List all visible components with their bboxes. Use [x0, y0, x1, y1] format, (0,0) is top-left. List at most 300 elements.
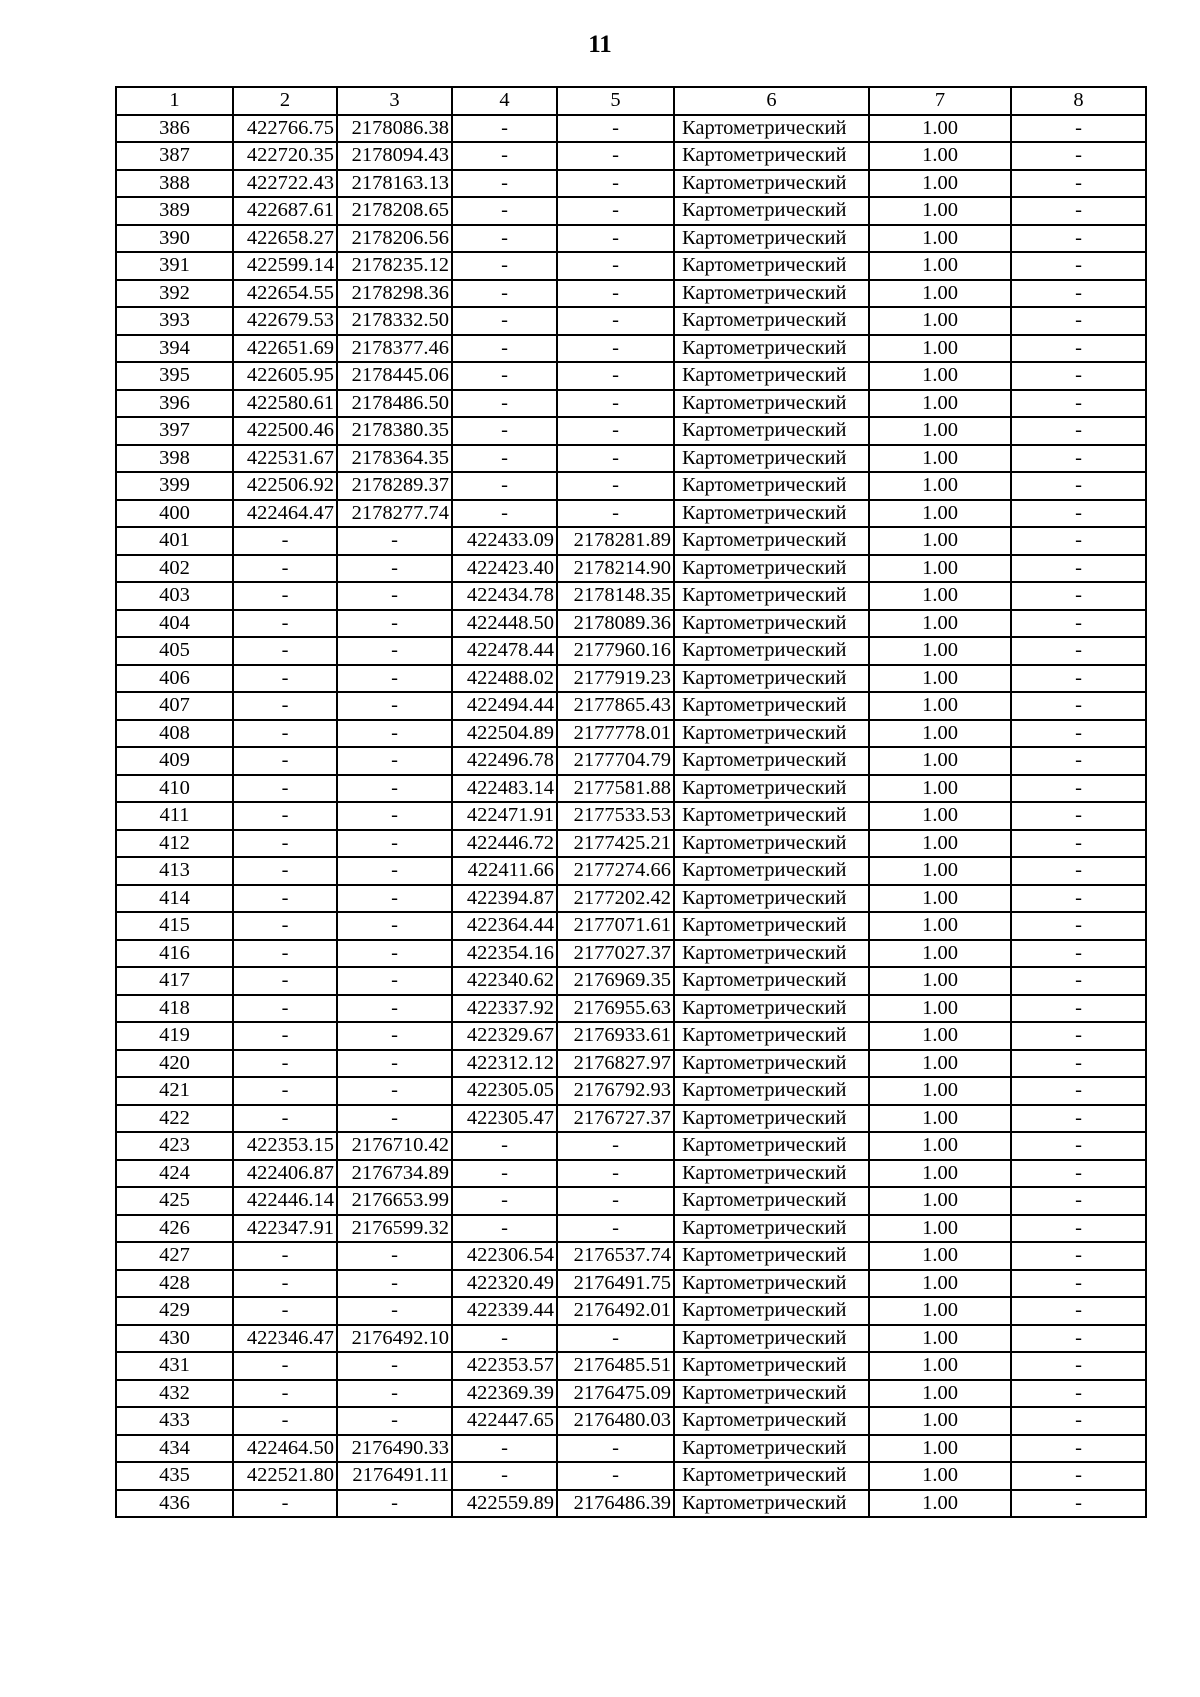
table-cell-col-8: -: [1011, 252, 1146, 280]
table-cell-col-7: 1.00: [869, 1215, 1011, 1243]
table-row: [116, 1242, 1146, 1270]
table-cell-col-3: -: [337, 665, 452, 693]
table-cell-col-1: 394: [116, 335, 233, 363]
table-cell-col-4: -: [452, 1325, 557, 1353]
table-cell-col-4: 422496.78: [452, 747, 557, 775]
table-cell-col-6: Картометрический: [674, 225, 869, 253]
table-cell-col-1: 426: [116, 1215, 233, 1243]
table-cell-col-4: 422305.47: [452, 1105, 557, 1133]
table-row: [116, 747, 1146, 775]
table-cell-col-8: -: [1011, 775, 1146, 803]
table-cell-col-2: 422464.50: [233, 1435, 337, 1463]
table-cell-col-7: 1.00: [869, 967, 1011, 995]
table-cell-col-4: 422312.12: [452, 1050, 557, 1078]
table-cell-col-1: 424: [116, 1160, 233, 1188]
table-cell-col-1: 395: [116, 362, 233, 390]
table-cell-col-6: Картометрический: [674, 582, 869, 610]
table-cell-col-1: 387: [116, 142, 233, 170]
table-cell-col-4: 422448.50: [452, 610, 557, 638]
table-cell-col-6: Картометрический: [674, 830, 869, 858]
table-cell-col-8: -: [1011, 582, 1146, 610]
table-cell-col-2: 422599.14: [233, 252, 337, 280]
table-row: [116, 280, 1146, 308]
table-cell-col-3: -: [337, 1270, 452, 1298]
table-row: [116, 995, 1146, 1023]
table-cell-col-4: -: [452, 500, 557, 528]
table-cell-col-2: -: [233, 1105, 337, 1133]
table-cell-col-3: 2178277.74: [337, 500, 452, 528]
table-cell-col-3: 2178298.36: [337, 280, 452, 308]
table-row: [116, 142, 1146, 170]
table-cell-col-5: 2177919.23: [557, 665, 674, 693]
table-cell-col-8: -: [1011, 610, 1146, 638]
table-row: [116, 775, 1146, 803]
table-cell-col-6: Картометрический: [674, 197, 869, 225]
table-cell-col-6: Картометрический: [674, 775, 869, 803]
table-cell-col-5: -: [557, 1325, 674, 1353]
table-cell-col-2: -: [233, 775, 337, 803]
table-cell-col-6: Картометрический: [674, 747, 869, 775]
table-cell-col-8: -: [1011, 1160, 1146, 1188]
table-cell-col-5: -: [557, 1160, 674, 1188]
table-cell-col-6: Картометрический: [674, 1160, 869, 1188]
table-row: [116, 555, 1146, 583]
table-cell-col-2: -: [233, 582, 337, 610]
table-cell-col-5: 2176969.35: [557, 967, 674, 995]
table-cell-col-5: 2177027.37: [557, 940, 674, 968]
table-cell-col-1: 417: [116, 967, 233, 995]
table-cell-col-6: Картометрический: [674, 885, 869, 913]
table-cell-col-5: -: [557, 362, 674, 390]
table-cell-col-7: 1.00: [869, 280, 1011, 308]
table-cell-col-4: -: [452, 225, 557, 253]
table-cell-col-6: Картометрический: [674, 527, 869, 555]
table-row: [116, 1462, 1146, 1490]
table-cell-col-2: -: [233, 665, 337, 693]
coordinates-table: [115, 86, 1147, 1518]
column-header-7: 7: [869, 87, 1011, 115]
table-cell-col-7: 1.00: [869, 912, 1011, 940]
table-cell-col-7: 1.00: [869, 857, 1011, 885]
table-cell-col-6: Картометрический: [674, 912, 869, 940]
table-cell-col-6: Картометрический: [674, 940, 869, 968]
table-body: [116, 87, 1146, 1517]
table-cell-col-1: 391: [116, 252, 233, 280]
table-cell-col-2: -: [233, 610, 337, 638]
table-row: [116, 225, 1146, 253]
table-cell-col-8: -: [1011, 280, 1146, 308]
table-cell-col-2: 422521.80: [233, 1462, 337, 1490]
table-cell-col-8: -: [1011, 940, 1146, 968]
table-cell-col-8: -: [1011, 1462, 1146, 1490]
table-cell-col-3: -: [337, 637, 452, 665]
table-cell-col-6: Картометрический: [674, 1132, 869, 1160]
table-cell-col-4: 422423.40: [452, 555, 557, 583]
table-cell-col-3: -: [337, 747, 452, 775]
table-cell-col-6: Картометрический: [674, 1380, 869, 1408]
table-cell-col-2: -: [233, 637, 337, 665]
table-row: [116, 1215, 1146, 1243]
table-header-row: [116, 87, 1146, 115]
table-cell-col-7: 1.00: [869, 142, 1011, 170]
table-cell-col-4: 422446.72: [452, 830, 557, 858]
table-cell-col-1: 428: [116, 1270, 233, 1298]
table-cell-col-8: -: [1011, 197, 1146, 225]
table-cell-col-7: 1.00: [869, 1407, 1011, 1435]
table-cell-col-4: 422353.57: [452, 1352, 557, 1380]
table-cell-col-7: 1.00: [869, 1380, 1011, 1408]
table-cell-col-2: -: [233, 1407, 337, 1435]
table-cell-col-7: 1.00: [869, 115, 1011, 143]
table-cell-col-1: 389: [116, 197, 233, 225]
table-cell-col-1: 430: [116, 1325, 233, 1353]
table-row: [116, 665, 1146, 693]
table-cell-col-1: 398: [116, 445, 233, 473]
table-cell-col-4: 422320.49: [452, 1270, 557, 1298]
table-cell-col-1: 432: [116, 1380, 233, 1408]
table-cell-col-7: 1.00: [869, 665, 1011, 693]
table-cell-col-3: 2178364.35: [337, 445, 452, 473]
table-cell-col-8: -: [1011, 995, 1146, 1023]
table-cell-col-3: -: [337, 692, 452, 720]
table-row: [116, 610, 1146, 638]
table-cell-col-6: Картометрический: [674, 1352, 869, 1380]
table-cell-col-3: -: [337, 1105, 452, 1133]
table-cell-col-1: 408: [116, 720, 233, 748]
table-cell-col-4: 422354.16: [452, 940, 557, 968]
table-cell-col-8: -: [1011, 1270, 1146, 1298]
table-cell-col-5: -: [557, 142, 674, 170]
table-cell-col-5: -: [557, 170, 674, 198]
table-cell-col-1: 400: [116, 500, 233, 528]
table-cell-col-1: 423: [116, 1132, 233, 1160]
table-cell-col-8: -: [1011, 307, 1146, 335]
table-cell-col-4: -: [452, 1160, 557, 1188]
table-cell-col-5: 2178148.35: [557, 582, 674, 610]
table-cell-col-7: 1.00: [869, 527, 1011, 555]
table-cell-col-1: 388: [116, 170, 233, 198]
table-cell-col-8: -: [1011, 802, 1146, 830]
table-cell-col-3: 2178086.38: [337, 115, 452, 143]
table-cell-col-2: -: [233, 692, 337, 720]
table-cell-col-3: -: [337, 857, 452, 885]
table-cell-col-7: 1.00: [869, 747, 1011, 775]
table-cell-col-2: 422446.14: [233, 1187, 337, 1215]
table-cell-col-1: 427: [116, 1242, 233, 1270]
table-cell-col-3: -: [337, 582, 452, 610]
table-cell-col-5: 2176727.37: [557, 1105, 674, 1133]
table-cell-col-1: 392: [116, 280, 233, 308]
table-cell-col-5: 2176827.97: [557, 1050, 674, 1078]
table-cell-col-4: 422488.02: [452, 665, 557, 693]
table-cell-col-4: -: [452, 170, 557, 198]
table-cell-col-8: -: [1011, 1215, 1146, 1243]
column-header-5: 5: [557, 87, 674, 115]
table-cell-col-2: -: [233, 1050, 337, 1078]
table-cell-col-7: 1.00: [869, 1105, 1011, 1133]
table-cell-col-2: -: [233, 1352, 337, 1380]
table-cell-col-1: 414: [116, 885, 233, 913]
table-cell-col-1: 436: [116, 1490, 233, 1518]
table-cell-col-8: -: [1011, 1380, 1146, 1408]
table-cell-col-3: 2178163.13: [337, 170, 452, 198]
table-cell-col-8: -: [1011, 830, 1146, 858]
table-cell-col-2: 422720.35: [233, 142, 337, 170]
table-cell-col-4: 422434.78: [452, 582, 557, 610]
table-cell-col-4: -: [452, 1462, 557, 1490]
table-cell-col-8: -: [1011, 1352, 1146, 1380]
table-row: [116, 1490, 1146, 1518]
table-cell-col-5: -: [557, 445, 674, 473]
table-cell-col-7: 1.00: [869, 1297, 1011, 1325]
table-cell-col-2: -: [233, 1077, 337, 1105]
table-cell-col-5: 2178214.90: [557, 555, 674, 583]
column-header-1: 1: [116, 87, 233, 115]
table-cell-col-4: 422433.09: [452, 527, 557, 555]
table-cell-col-1: 402: [116, 555, 233, 583]
table-cell-col-4: 422394.87: [452, 885, 557, 913]
table-cell-col-1: 431: [116, 1352, 233, 1380]
table-cell-col-3: 2178486.50: [337, 390, 452, 418]
table-cell-col-4: -: [452, 1187, 557, 1215]
table-cell-col-7: 1.00: [869, 252, 1011, 280]
table-cell-col-3: -: [337, 967, 452, 995]
table-cell-col-4: 422364.44: [452, 912, 557, 940]
table-cell-col-6: Картометрический: [674, 170, 869, 198]
table-row: [116, 720, 1146, 748]
table-cell-col-6: Картометрический: [674, 665, 869, 693]
table-cell-col-2: 422353.15: [233, 1132, 337, 1160]
table-cell-col-7: 1.00: [869, 637, 1011, 665]
table-cell-col-7: 1.00: [869, 775, 1011, 803]
table-cell-col-1: 413: [116, 857, 233, 885]
table-cell-col-2: -: [233, 802, 337, 830]
table-cell-col-7: 1.00: [869, 1022, 1011, 1050]
table-cell-col-3: 2178235.12: [337, 252, 452, 280]
table-cell-col-2: 422346.47: [233, 1325, 337, 1353]
table-cell-col-5: 2177581.88: [557, 775, 674, 803]
table-row: [116, 1407, 1146, 1435]
table-cell-col-2: 422406.87: [233, 1160, 337, 1188]
table-cell-col-3: -: [337, 1352, 452, 1380]
table-cell-col-5: 2176486.39: [557, 1490, 674, 1518]
table-cell-col-5: 2177865.43: [557, 692, 674, 720]
table-cell-col-8: -: [1011, 1242, 1146, 1270]
table-cell-col-1: 393: [116, 307, 233, 335]
table-cell-col-5: 2176955.63: [557, 995, 674, 1023]
table-cell-col-2: 422651.69: [233, 335, 337, 363]
table-cell-col-8: -: [1011, 747, 1146, 775]
table-cell-col-1: 396: [116, 390, 233, 418]
table-cell-col-6: Картометрический: [674, 1435, 869, 1463]
table-cell-col-7: 1.00: [869, 1325, 1011, 1353]
table-cell-col-2: -: [233, 747, 337, 775]
table-cell-col-1: 425: [116, 1187, 233, 1215]
table-cell-col-3: -: [337, 1407, 452, 1435]
table-cell-col-4: 422329.67: [452, 1022, 557, 1050]
table-cell-col-1: 411: [116, 802, 233, 830]
table-cell-col-8: -: [1011, 1105, 1146, 1133]
table-cell-col-7: 1.00: [869, 500, 1011, 528]
table-cell-col-7: 1.00: [869, 610, 1011, 638]
table-cell-col-1: 420: [116, 1050, 233, 1078]
table-cell-col-6: Картометрический: [674, 417, 869, 445]
table-cell-col-2: -: [233, 830, 337, 858]
table-cell-col-2: -: [233, 1022, 337, 1050]
table-cell-col-6: Картометрический: [674, 280, 869, 308]
table-cell-col-3: -: [337, 830, 452, 858]
table-row: [116, 527, 1146, 555]
table-cell-col-3: 2176490.33: [337, 1435, 452, 1463]
table-row: [116, 1380, 1146, 1408]
table-cell-col-5: 2177202.42: [557, 885, 674, 913]
table-cell-col-8: -: [1011, 1325, 1146, 1353]
table-cell-col-7: 1.00: [869, 720, 1011, 748]
table-cell-col-1: 422: [116, 1105, 233, 1133]
table-cell-col-1: 399: [116, 472, 233, 500]
table-cell-col-3: -: [337, 1490, 452, 1518]
table-cell-col-7: 1.00: [869, 692, 1011, 720]
table-cell-col-8: -: [1011, 1187, 1146, 1215]
table-cell-col-2: 422580.61: [233, 390, 337, 418]
table-cell-col-5: 2177960.16: [557, 637, 674, 665]
table-cell-col-3: -: [337, 995, 452, 1023]
table-cell-col-1: 410: [116, 775, 233, 803]
table-cell-col-4: 422504.89: [452, 720, 557, 748]
table-cell-col-3: -: [337, 527, 452, 555]
table-cell-col-7: 1.00: [869, 307, 1011, 335]
table-cell-col-3: -: [337, 802, 452, 830]
table-cell-col-2: -: [233, 995, 337, 1023]
table-cell-col-6: Картометрический: [674, 1187, 869, 1215]
table-cell-col-3: -: [337, 1297, 452, 1325]
table-cell-col-4: -: [452, 1435, 557, 1463]
table-cell-col-7: 1.00: [869, 1490, 1011, 1518]
table-cell-col-1: 421: [116, 1077, 233, 1105]
table-cell-col-3: -: [337, 885, 452, 913]
table-cell-col-7: 1.00: [869, 830, 1011, 858]
table-cell-col-5: -: [557, 225, 674, 253]
table-cell-col-8: -: [1011, 390, 1146, 418]
table-cell-col-4: -: [452, 280, 557, 308]
table-cell-col-6: Картометрический: [674, 115, 869, 143]
table-cell-col-4: -: [452, 1132, 557, 1160]
table-cell-col-7: 1.00: [869, 1132, 1011, 1160]
table-cell-col-6: Картометрический: [674, 1022, 869, 1050]
table-cell-col-2: 422679.53: [233, 307, 337, 335]
column-header-8: 8: [1011, 87, 1146, 115]
table-cell-col-2: -: [233, 527, 337, 555]
table-cell-col-7: 1.00: [869, 225, 1011, 253]
table-cell-col-1: 403: [116, 582, 233, 610]
table-cell-col-8: -: [1011, 1490, 1146, 1518]
table-cell-col-4: 422447.65: [452, 1407, 557, 1435]
table-cell-col-6: Картометрический: [674, 307, 869, 335]
table-cell-col-3: 2178380.35: [337, 417, 452, 445]
table-cell-col-5: 2176491.75: [557, 1270, 674, 1298]
table-cell-col-6: Картометрический: [674, 637, 869, 665]
table-cell-col-1: 434: [116, 1435, 233, 1463]
table-cell-col-5: 2176480.03: [557, 1407, 674, 1435]
table-cell-col-7: 1.00: [869, 472, 1011, 500]
table-cell-col-4: 422483.14: [452, 775, 557, 803]
table-cell-col-6: Картометрический: [674, 1242, 869, 1270]
table-row: [116, 445, 1146, 473]
table-cell-col-6: Картометрический: [674, 720, 869, 748]
table-cell-col-3: -: [337, 940, 452, 968]
table-cell-col-8: -: [1011, 115, 1146, 143]
table-cell-col-4: -: [452, 417, 557, 445]
table-cell-col-1: 435: [116, 1462, 233, 1490]
table-cell-col-5: 2177071.61: [557, 912, 674, 940]
table-cell-col-5: -: [557, 472, 674, 500]
table-cell-col-8: -: [1011, 225, 1146, 253]
table-cell-col-1: 405: [116, 637, 233, 665]
table-cell-col-5: -: [557, 390, 674, 418]
table-cell-col-3: -: [337, 912, 452, 940]
table-cell-col-6: Картометрический: [674, 1270, 869, 1298]
table-cell-col-8: -: [1011, 967, 1146, 995]
table-cell-col-7: 1.00: [869, 1050, 1011, 1078]
table-cell-col-4: -: [452, 472, 557, 500]
table-cell-col-1: 386: [116, 115, 233, 143]
table-cell-col-5: 2177533.53: [557, 802, 674, 830]
table-cell-col-3: -: [337, 1077, 452, 1105]
table-cell-col-6: Картометрический: [674, 995, 869, 1023]
table-cell-col-2: 422654.55: [233, 280, 337, 308]
table-cell-col-8: -: [1011, 417, 1146, 445]
table-cell-col-8: -: [1011, 445, 1146, 473]
table-cell-col-2: 422658.27: [233, 225, 337, 253]
table-cell-col-7: 1.00: [869, 555, 1011, 583]
table-cell-col-7: 1.00: [869, 445, 1011, 473]
table-cell-col-3: -: [337, 720, 452, 748]
table-cell-col-2: -: [233, 857, 337, 885]
table-cell-col-6: Картометрический: [674, 967, 869, 995]
table-cell-col-8: -: [1011, 555, 1146, 583]
table-row: [116, 335, 1146, 363]
table-row: [116, 1325, 1146, 1353]
table-cell-col-2: 422722.43: [233, 170, 337, 198]
table-row: [116, 830, 1146, 858]
table-cell-col-1: 412: [116, 830, 233, 858]
table-row: [116, 1132, 1146, 1160]
table-cell-col-7: 1.00: [869, 417, 1011, 445]
table-cell-col-1: 404: [116, 610, 233, 638]
table-cell-col-5: -: [557, 335, 674, 363]
column-header-3: 3: [337, 87, 452, 115]
table-cell-col-1: 397: [116, 417, 233, 445]
table-cell-col-2: -: [233, 555, 337, 583]
table-cell-col-5: 2176792.93: [557, 1077, 674, 1105]
table-cell-col-7: 1.00: [869, 802, 1011, 830]
column-header-6: 6: [674, 87, 869, 115]
table-cell-col-1: 407: [116, 692, 233, 720]
table-cell-col-7: 1.00: [869, 1435, 1011, 1463]
table-cell-col-8: -: [1011, 857, 1146, 885]
column-header-2: 2: [233, 87, 337, 115]
table-cell-col-5: 2176933.61: [557, 1022, 674, 1050]
table-cell-col-6: Картометрический: [674, 1407, 869, 1435]
table-cell-col-8: -: [1011, 1435, 1146, 1463]
table-cell-col-2: 422500.46: [233, 417, 337, 445]
table-cell-col-8: -: [1011, 1132, 1146, 1160]
table-row: [116, 1077, 1146, 1105]
table-cell-col-2: 422531.67: [233, 445, 337, 473]
table-row: [116, 1270, 1146, 1298]
table-cell-col-5: -: [557, 1435, 674, 1463]
table-cell-col-6: Картометрический: [674, 1215, 869, 1243]
